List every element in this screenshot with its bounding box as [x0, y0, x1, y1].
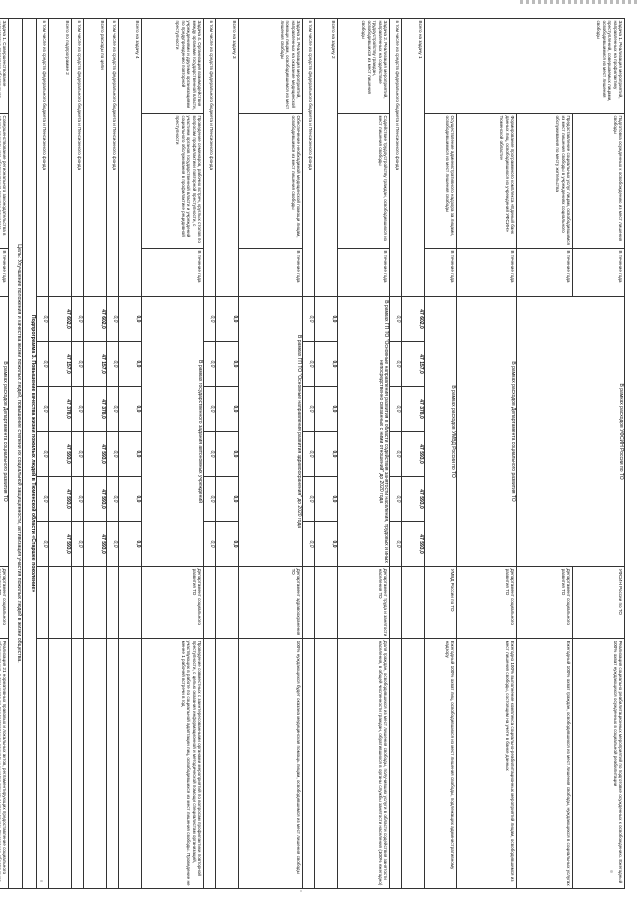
activity-cell: Предоставление социальных услуг лицам, освободившимся из мест лишения свободы в учреждениях социального обслуживания по месту жительства [517, 114, 573, 249]
table-row [239, 19, 303, 889]
federal-value: 0,0 [390, 297, 402, 342]
federal-value: 0,0 [204, 432, 216, 477]
funding-span-cell: В рамках расходов Департамента социального развития ТО [457, 297, 517, 567]
federal-label: в том числе из средств федерального бюджета и Пенсионного фонда [303, 19, 315, 297]
scan-header-mark [520, 0, 640, 4]
rotated-table-sheet [2, 18, 625, 888]
empty-cell [49, 639, 72, 889]
total-value: 47 157,0 [84, 342, 107, 387]
period-cell: В течение года [239, 249, 303, 297]
federal-value: 0,0 [37, 432, 49, 477]
federal-value: 0,0 [390, 477, 402, 522]
goal-row [9, 19, 23, 889]
federal-value: 0,0 [390, 342, 402, 387]
empty-cell [107, 639, 119, 889]
period-cell: В течение года [573, 249, 625, 297]
empty-cell [216, 567, 239, 639]
table-row [425, 19, 457, 889]
table-row [0, 19, 9, 889]
empty-cell [402, 567, 425, 639]
total-value: 47 593,0 [402, 477, 425, 522]
funding-span-cell: В рамках расходов Департамента социального развития ТО [0, 297, 9, 567]
period-cell: В течение года [457, 249, 517, 297]
total-label: Всего на задачу 3 [216, 19, 239, 297]
activity-cell: Совершенствование регионального законодательства в [0, 114, 9, 249]
federal-value: 0,0 [107, 432, 119, 477]
total-row [119, 19, 142, 889]
total-value: 47 593,0 [49, 432, 72, 477]
empty-cell [72, 567, 84, 639]
task-cell: Задача 1. Реализация мероприятий, направленных на профилактику преступлений, совершаемых лицами, освободившимися из мест лишения свободы [425, 19, 625, 114]
empty-cell [315, 639, 338, 889]
federal-value: 0,0 [303, 432, 315, 477]
total-value: 47 593,0 [402, 522, 425, 567]
federal-row [107, 19, 119, 889]
executor-cell: Департамент труда и занятости населения ТО [338, 567, 390, 639]
empty-cell [37, 567, 49, 639]
federal-value: 0,0 [303, 477, 315, 522]
empty-cell [315, 567, 338, 639]
activity-cell: Формирование программного комплекса «Единый банк данных лиц, освободившихся из учреждений УФСИН» Тюменской области» [457, 114, 517, 249]
federal-value: 0,0 [303, 342, 315, 387]
federal-value: 0,0 [37, 522, 49, 567]
federal-value: 0,0 [204, 477, 216, 522]
funding-span-cell: В рамках ГП ТО "Основные направления развития здравоохранения" до 2020 года [239, 297, 303, 567]
empty-cell [119, 639, 142, 889]
activity-cell: Обеспечение необходимой медицинской помощи лицам, освободившимся из мест лишения свободы [239, 114, 303, 249]
federal-value: 0,0 [72, 387, 84, 432]
total-row [315, 19, 338, 889]
table-row [573, 19, 625, 889]
federal-value: 0,0 [37, 297, 49, 342]
total-value: 47 593,0 [84, 432, 107, 477]
federal-value: 0,0 [390, 522, 402, 567]
empty-cell [119, 567, 142, 639]
result-cell: Проведение совместных с заинтересованными органами мероприятий по вопросам профилактики повторной преступности, с целью оказания информационной и методической помощи специалистам организаций, участвующих в работе по социальной адаптации лиц, освободившихся из мест лишения свободы. Проведение не менее 1 рабочей встречи в год [142, 639, 204, 889]
total-value: 0,0 [315, 477, 338, 522]
task-cell: Задача 4. Организация взаимодействия между органами государственной власти, учреждениями и другими организациями по предупреждению повторной преступности [142, 19, 204, 114]
table-row [457, 19, 517, 889]
total-value: 0,0 [119, 522, 142, 567]
executor-cell: Департамент социального развития ТО [142, 567, 204, 639]
empty-cell [402, 639, 425, 889]
total-value: 0,0 [315, 522, 338, 567]
subprogram-title: Подпрограмма 3. Повышение качества жизни пожилых людей в Тюменской области «Старшее поколение» [23, 19, 37, 889]
total-value: 0,0 [315, 297, 338, 342]
empty-cell [390, 567, 402, 639]
total-value: 47 602,0 [402, 297, 425, 342]
funding-span-cell: В рамках расходов УМВД России по ТО [425, 297, 457, 567]
total-value: 0,0 [119, 432, 142, 477]
federal-label: в том числе из средств федерального бюджета и Пенсионного фонда [72, 19, 84, 297]
federal-row [303, 19, 315, 889]
total-value: 47 593,0 [84, 477, 107, 522]
empty-cell [204, 639, 216, 889]
total-value: 47 378,0 [402, 387, 425, 432]
period-cell: В течение года [517, 249, 573, 297]
empty-cell [49, 567, 72, 639]
total-value: 47 157,0 [49, 342, 72, 387]
task-cell: Задача 2. Реализация мероприятий, направленных на содействие трудоустройству граждан, освободившихся из мест лишения свободы [338, 19, 390, 114]
federal-value: 0,0 [72, 477, 84, 522]
federal-row [37, 19, 49, 889]
activity-cell: Проведение семинаров, рабочих встреч, круглых столов по вопросам профилактики повторной преступности, с участием органов государственной власти и учреждений социального обслуживания в профилактике рецидивной преступности [142, 114, 204, 249]
federal-value: 0,0 [37, 342, 49, 387]
empty-cell [84, 639, 107, 889]
total-value: 0,0 [119, 477, 142, 522]
federal-value: 0,0 [390, 432, 402, 477]
executor-cell: УМВД России по ТО [425, 567, 457, 639]
total-value: 47 593,0 [402, 432, 425, 477]
table-row [338, 19, 390, 889]
executor-cell: Департамент здравоохранения ТО [239, 567, 303, 639]
funding-span-cell: В рамках государственного задания автономных учреждений [142, 297, 204, 567]
federal-value: 0,0 [204, 387, 216, 432]
federal-value: 0,0 [107, 342, 119, 387]
period-cell: В течение года [425, 249, 457, 297]
federal-value: 0,0 [72, 342, 84, 387]
period-cell: В течение года [142, 249, 204, 297]
federal-value: 0,0 [72, 297, 84, 342]
federal-label: в том числе из средств федерального бюджета и Пенсионного фонда [37, 19, 49, 297]
executor-label: УФСИН России по ТО [618, 568, 623, 615]
total-value: 47 157,0 [402, 342, 425, 387]
empty-cell [390, 639, 402, 889]
federal-value: 0,0 [204, 297, 216, 342]
total-value: 0,0 [315, 387, 338, 432]
total-value: 47 593,0 [49, 522, 72, 567]
activity-cell: Подготовка осужденных к освобождению из мест лишения свободы [573, 114, 625, 249]
federal-value: 0,0 [303, 297, 315, 342]
federal-value: 0,0 [107, 522, 119, 567]
table-row [142, 19, 204, 889]
funding-span-cell: В рамках расходов УФСИН России по ТО [517, 297, 625, 567]
empty-cell [216, 639, 239, 889]
result-cell: Ежегодный 100% охват лиц, освободившихся из мест лишения свободы, подлежащих административному надзору [425, 639, 457, 889]
executor-cell [573, 567, 625, 639]
empty-cell [37, 639, 49, 889]
total-label: Всего расходы по цели [84, 19, 107, 297]
total-value: 47 602,0 [49, 297, 72, 342]
total-value: 47 378,0 [84, 387, 107, 432]
federal-value: 0,0 [107, 387, 119, 432]
total-value: 0,0 [216, 387, 239, 432]
federal-row [204, 19, 216, 889]
total-row [84, 19, 107, 889]
result-cell: Реализация социально реабилитационных мероприятий по подготовке осужденных к освобождению. Ежегодный 100% охват нуждающихся осужденных в социальной реабилитации [573, 639, 625, 889]
result-cell: Ежегодный 100% охват граждан, освободившихся из мест лишения свободы, нуждающихся в социальных услугах [517, 639, 573, 889]
subprogram-header-row [23, 19, 37, 889]
empty-cell [204, 567, 216, 639]
empty-cell [303, 639, 315, 889]
federal-value: 0,0 [107, 297, 119, 342]
total-value: 0,0 [216, 522, 239, 567]
federal-value: 0,0 [107, 477, 119, 522]
total-row [402, 19, 425, 889]
result-cell: Реализация 21 нормативных правовых и локальных актов, регламентирующих предоставление социального [0, 639, 9, 889]
total-value: 0,0 [119, 342, 142, 387]
federal-value: 0,0 [204, 522, 216, 567]
total-row [216, 19, 239, 889]
total-label: Всего на задачу 1 [402, 19, 425, 297]
result-cell: Ежегодно 100% выполнение комплекса социально-реабилитационных мероприятий лицам, освободившимся из мест лишения свободы, состоящим на учете в банке данных [457, 639, 517, 889]
empty-cell [72, 639, 84, 889]
total-value: 47 593,0 [49, 477, 72, 522]
empty-cell [303, 567, 315, 639]
total-value: 0,0 [119, 297, 142, 342]
federal-value: 0,0 [303, 387, 315, 432]
federal-label: в том числе из средств федерального бюджета и Пенсионного фонда [390, 19, 402, 297]
total-value: 0,0 [216, 477, 239, 522]
task-cell: Задача 3. Реализация мероприятий, направленных на оказание медицинской помощи лицам, освободившимся из мест лишения свободы [239, 19, 303, 114]
empty-cell [84, 567, 107, 639]
goal-text: Цель: Улучшение положения и качества жизни пожилых людей, повышение степени их социальной защищенности, активизация участия пожилых людей в жизни общества. [9, 19, 23, 889]
empty-cell [107, 567, 119, 639]
total-label: Всего на задачу 4 [119, 19, 142, 297]
executor-cell: Департамент социального развития ТО [457, 567, 517, 639]
federal-row [72, 19, 84, 889]
federal-label: в том числе из средств федерального бюджета и Пенсионного фонда [107, 19, 119, 297]
result-cell: Доля граждан, освободившихся из мест лишения свободы, получивших услуги в области содействия занятости населения, в общей численности граждан, обратившихся в органы службы занятости населения (100% ежегодно) [338, 639, 390, 889]
total-row [49, 19, 72, 889]
total-value: 0,0 [315, 342, 338, 387]
scan-speck [610, 870, 613, 873]
period-cell: В течение года [338, 249, 390, 297]
total-value: 0,0 [216, 297, 239, 342]
program-activities-table [0, 18, 625, 889]
federal-value: 0,0 [37, 477, 49, 522]
total-value: 0,0 [216, 342, 239, 387]
scan-speck [300, 890, 302, 892]
total-value: 0,0 [119, 387, 142, 432]
federal-value: 0,0 [390, 387, 402, 432]
result-cell: 100% нуждающихся будет оказана медицинская помощь лицам, освободившимся из мест лишения свободы [239, 639, 303, 889]
executor-cell: Департамент социального [0, 567, 9, 639]
total-label: Всего на задачу 2 [315, 19, 338, 297]
federal-value: 0,0 [72, 432, 84, 477]
federal-value: 0,0 [303, 522, 315, 567]
executor-cell: Департамент социального развития ТО [517, 567, 573, 639]
activity-cell: Содействие трудоустройству граждан, освободившихся из мест лишения свободы [338, 114, 390, 249]
scan-speck [40, 880, 43, 882]
federal-value: 0,0 [72, 522, 84, 567]
funding-span-cell: В рамках ГП ТО "Основные направления развития в области содействия занятости населения, трудовых и иных непосредственно связанных с ними отношений" до 2020 года [338, 297, 390, 567]
federal-row [390, 19, 402, 889]
total-value: 47 602,0 [84, 297, 107, 342]
federal-value: 0,0 [204, 342, 216, 387]
total-label: Всего по подпрограмме 2 [49, 19, 72, 297]
total-value: 47 593,0 [84, 522, 107, 567]
federal-value: 0,0 [37, 387, 49, 432]
total-value: 0,0 [315, 432, 338, 477]
total-value: 47 378,0 [49, 387, 72, 432]
federal-label: в том числе из средств федерального бюджета и Пенсионного фонда [204, 19, 216, 297]
activity-cell: Осуществление административного надзора за лицами, освободившимися из мест лишения свободы [425, 114, 457, 249]
total-value: 0,0 [216, 432, 239, 477]
task-cell: Задача 1. Совершенствование [0, 19, 9, 114]
period-cell: В течение года [0, 249, 9, 297]
